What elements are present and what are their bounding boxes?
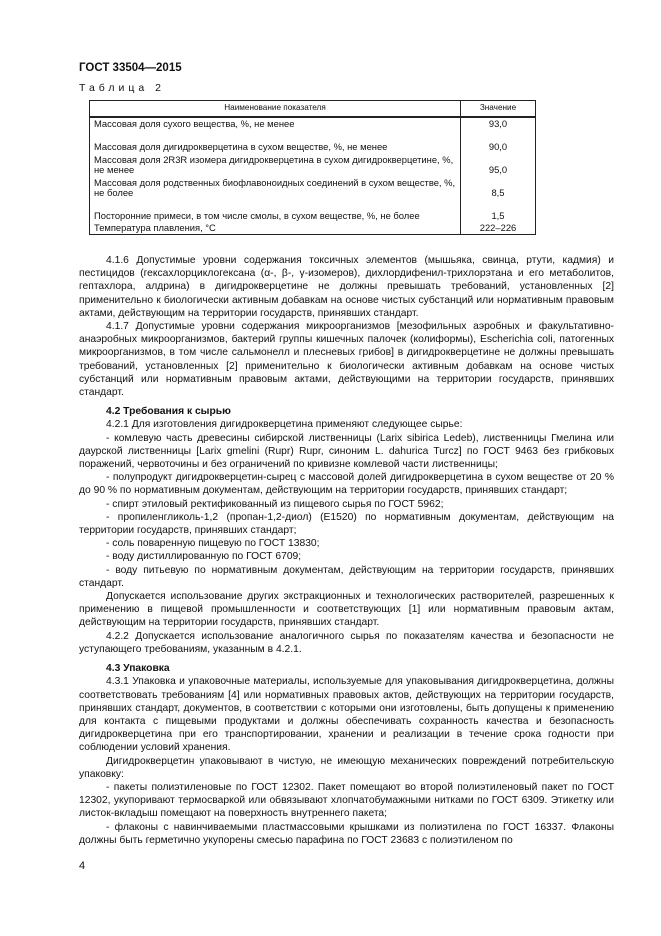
indicator-value: 90,0 <box>461 130 536 153</box>
indicator-value: 93,0 <box>461 117 536 130</box>
indicator-value: 1,5 <box>461 199 536 222</box>
page-number: 4 <box>79 860 86 872</box>
list-item: - флаконы с навинчиваемыми пластмассовыми крышками из полиэтилена по ГОСТ 16337. Флаконы должны быть герметично укупорены смесью парафина по ГОСТ 23683 с полиэтиленом по <box>79 821 614 846</box>
column-header-value: Значение <box>461 101 536 118</box>
table-row <box>90 117 536 130</box>
indicator-name: Массовая доля родственных биофлавоноидных соединений в сухом веществе, %, не более <box>90 176 461 199</box>
paragraph-4-2-2: 4.2.2 Допускается использование аналогичного сырья по показателям качества и безопасности не уступающего требованиям, указанным в 4.2.1. <box>79 630 614 655</box>
document-code: ГОСТ 33504—2015 <box>79 62 182 74</box>
paragraph-4-1-7: 4.1.7 Допустимые уровни содержания микроорганизмов [мезофильных аэробных и факультативно-анаэробных микроорганизмов, бактерий группы кишечных палочек (колиформы), Escherichia coli, патогенных микроорганизмов, в том числе сальмонелл и плесневых грибов] в дигидрокверцетине не должны превышать требований, установленных [2] применительно к биологически активным добавкам на основе чистых субстанций или нормативным правовым актами, действующими на территории государств, принявших стандарт. <box>79 321 614 399</box>
table-title: Таблица 2 <box>79 82 165 94</box>
list-item: - воду питьевую по нормативным документам, действующим на территории государств, принявших стандарт. <box>79 564 614 589</box>
table-row <box>90 199 536 222</box>
indicator-name: Массовая доля 2R3R изомера дигидрокверцетина в сухом дигидрокверцетине, %, не менее <box>90 153 461 176</box>
table-row <box>90 176 536 199</box>
indicator-value: 8,5 <box>461 176 536 199</box>
indicator-name: Массовая доля сухого вещества, %, не менее <box>90 117 461 130</box>
list-item: - комлевую часть древесины сибирской лиственницы (Larix sibirica Ledeb), лиственницы Гмелина или даурской лиственницы [Larix gmelini (Rupr) Rupr, синоним L. dahurica Turcz] по ГОСТ 9463 без грибковых поражений, червоточины и без ограничений по кривизне комлевой части лиственницы; <box>79 432 614 471</box>
paragraph-solvents: Допускается использование других экстракционных и технологических растворителей, разрешенных к применению в пищевой промышленности и соответствующих [1] или нормативным правовым актам, действующим на территории государств, принявших стандарт. <box>79 591 614 629</box>
table-header-row <box>90 101 536 118</box>
list-item: - пропиленгликоль-1,2 (пропан-1,2-диол) (Е1520) по нормативным документам, действующим на территории государств, принявших стандарт; <box>79 511 614 537</box>
list-item: - соль поваренную пищевую по ГОСТ 13830; <box>106 538 320 550</box>
paragraph-4-2-1: 4.2.1 Для изготовления дигидрокверцетина применяют следующее сырье: <box>106 419 463 431</box>
paragraph-packaging: Дигидрокверцетин упаковывают в чистую, не имеющую механических повреждений потребительскую упаковку: <box>79 755 614 780</box>
indicators-table <box>89 100 536 235</box>
paragraph-4-3-1: 4.3.1 Упаковка и упаковочные материалы, используемые для упаковывания дигидрокверцетина, должны соответствовать требованиям [4] или нормативных правовых актов, действующих на территории государств, принявших стандарт, документов, в соответствии с которыми они изготовлены, быть допущены к применению для контакта с пищевыми продуктами и должны обеспечивать сохранность качества и безопасность дигидрокверцетина при его транспортировании, хранении и реализации в течение срока годности при соблюдении условий хранения. <box>79 676 614 754</box>
table-row <box>90 130 536 153</box>
indicator-value: 222–226 <box>461 222 536 235</box>
column-header-indicator: Наименование показателя <box>90 101 461 118</box>
indicator-value: 95,0 <box>461 153 536 176</box>
list-item: - пакеты полиэтиленовые по ГОСТ 12302. Пакет помещают во второй полиэтиленовый пакет по ГОСТ 12302, укупоривают термосваркой или обвязывают хлопчатобумажными нитками по ГОСТ 6309. Этикетку или листок-вкладыш помещают на поверхность внутреннего пакета; <box>79 781 614 820</box>
indicator-name: Температура плавления, °С <box>90 222 461 235</box>
document-body <box>79 254 614 847</box>
table-row <box>90 153 536 176</box>
section-heading-4-3: 4.3 Упаковка <box>106 663 170 675</box>
list-item: - воду дистиллированную по ГОСТ 6709; <box>106 551 302 563</box>
paragraph-4-1-6: 4.1.6 Допустимые уровни содержания токсичных элементов (мышьяка, свинца, ртути, кадмия) и пестицидов (гексахлорциклогексана (α-, β-, γ-изомеров), дихлордифенил-трихлорэтана и его метаболитов, гептахлора, алдрина) в дигидрокверцетине не должны превышать требований, установленных [2] применительно к биологически активным добавкам на основе чистых субстанций или нормативным правовым актами, действующим на территории государств, принявших стандарт. <box>79 255 614 319</box>
indicator-name: Посторонние примеси, в том числе смолы, в сухом веществе, %, не более <box>90 199 461 222</box>
section-heading-4-2: 4.2 Требования к сырью <box>106 406 231 418</box>
table-row <box>90 222 536 235</box>
indicator-name: Массовая доля дигидрокверцетина в сухом веществе, %, не менее <box>90 130 461 153</box>
list-item: - полупродукт дигидрокверцетин-сырец с массовой долей дигидрокверцетина в сухом веществе от 20 % до 90 % по нормативным документам, действующим на территории государств, принявших стандарт; <box>79 472 614 497</box>
list-item: - спирт этиловый ректификованный из пищевого сырья по ГОСТ 5962; <box>106 498 444 510</box>
